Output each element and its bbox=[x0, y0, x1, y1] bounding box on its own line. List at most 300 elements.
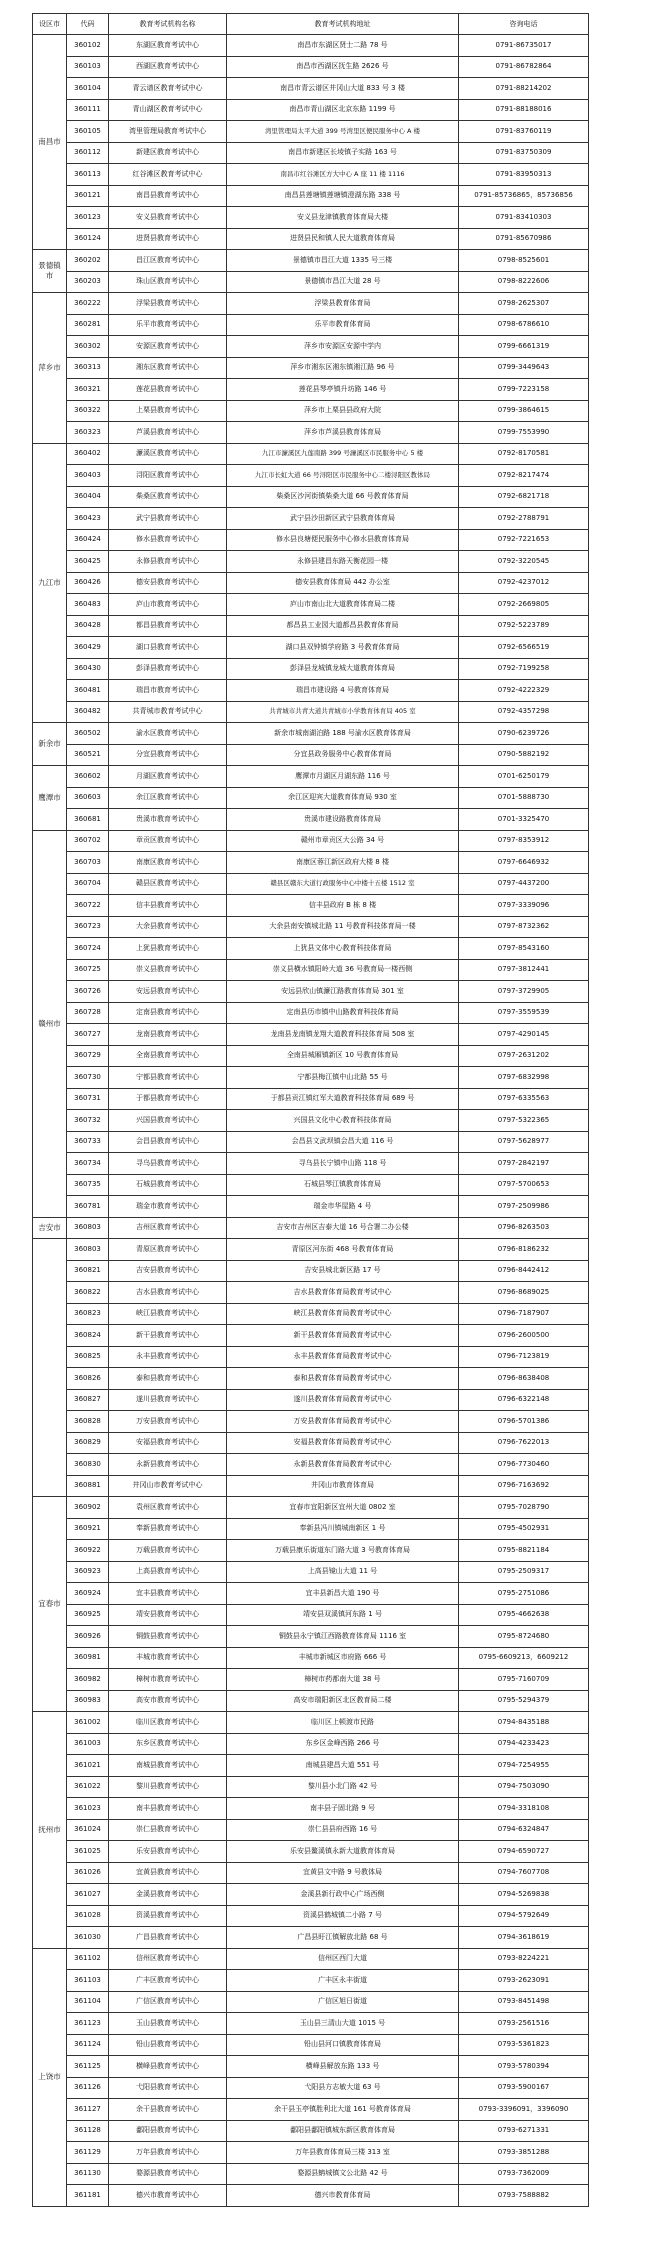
address-cell: 南昌市东湖区贤士二路 78 号 bbox=[227, 35, 459, 57]
address-cell: 安福县教育体育局教育考试中心 bbox=[227, 1432, 459, 1454]
phone-cell: 0796-8263503 bbox=[459, 1217, 589, 1239]
office-name-cell: 临川区教育考试中心 bbox=[109, 1712, 227, 1734]
table-row bbox=[33, 1604, 589, 1626]
code-cell: 360423 bbox=[67, 508, 109, 530]
table-row bbox=[33, 1970, 589, 1992]
code-cell: 360603 bbox=[67, 787, 109, 809]
address-cell: 吉安县城北新区路 17 号 bbox=[227, 1260, 459, 1282]
table-row bbox=[33, 637, 589, 659]
phone-cell: 0792-6821718 bbox=[459, 486, 589, 508]
phone-cell: 0792-6566519 bbox=[459, 637, 589, 659]
phone-cell: 0793-2561516 bbox=[459, 2013, 589, 2035]
code-cell: 361130 bbox=[67, 2163, 109, 2185]
code-cell: 360102 bbox=[67, 35, 109, 57]
phone-cell: 0791-83950313 bbox=[459, 164, 589, 186]
address-cell: 上高县镜山大道 11 号 bbox=[227, 1561, 459, 1583]
code-cell: 361181 bbox=[67, 2185, 109, 2207]
code-cell: 360823 bbox=[67, 1303, 109, 1325]
address-cell: 鄱阳县鄱阳镇城东新区教育体育局 bbox=[227, 2120, 459, 2142]
address-cell: 青原区河东街 468 号教育体育局 bbox=[227, 1239, 459, 1261]
code-cell: 361022 bbox=[67, 1776, 109, 1798]
address-cell: 龙南县龙南镇龙翔大道教育科技体育局 508 室 bbox=[227, 1024, 459, 1046]
office-name-cell: 新建区教育考试中心 bbox=[109, 142, 227, 164]
city-cell: 九江市 bbox=[33, 443, 67, 723]
office-name-cell: 分宜县教育考试中心 bbox=[109, 744, 227, 766]
office-name-cell: 铅山县教育考试中心 bbox=[109, 2034, 227, 2056]
code-cell: 360922 bbox=[67, 1540, 109, 1562]
table-row bbox=[33, 572, 589, 594]
phone-cell: 0793-5900167 bbox=[459, 2077, 589, 2099]
office-name-cell: 乐安县教育考试中心 bbox=[109, 1841, 227, 1863]
city-cell: 新余市 bbox=[33, 723, 67, 766]
phone-cell: 0793-8224221 bbox=[459, 1948, 589, 1970]
table-row bbox=[33, 99, 589, 121]
phone-cell: 0796-6322148 bbox=[459, 1389, 589, 1411]
office-name-cell: 柴桑区教育考试中心 bbox=[109, 486, 227, 508]
office-name-cell: 都昌县教育考试中心 bbox=[109, 615, 227, 637]
phone-cell: 0794-7254955 bbox=[459, 1755, 589, 1777]
phone-cell: 0796-7123819 bbox=[459, 1346, 589, 1368]
phone-cell: 0798-8222606 bbox=[459, 271, 589, 293]
code-cell: 361003 bbox=[67, 1733, 109, 1755]
table-row bbox=[33, 486, 589, 508]
office-name-cell: 广信区教育考试中心 bbox=[109, 1991, 227, 2013]
address-cell: 樟树市药都南大道 38 号 bbox=[227, 1669, 459, 1691]
table-row bbox=[33, 1905, 589, 1927]
office-name-cell: 广昌县教育考试中心 bbox=[109, 1927, 227, 1949]
office-name-cell: 袁州区教育考试中心 bbox=[109, 1497, 227, 1519]
phone-cell: 0795-4502931 bbox=[459, 1518, 589, 1540]
address-cell: 资溪县鹤城镇二小路 7 号 bbox=[227, 1905, 459, 1927]
table-row bbox=[33, 422, 589, 444]
table-row bbox=[33, 1217, 589, 1239]
address-cell: 余干县玉亭镇胜利北大道 161 号教育体育局 bbox=[227, 2099, 459, 2121]
code-cell: 360734 bbox=[67, 1153, 109, 1175]
table-row bbox=[33, 164, 589, 186]
office-name-cell: 南昌县教育考试中心 bbox=[109, 185, 227, 207]
code-cell: 360829 bbox=[67, 1432, 109, 1454]
office-name-cell: 德兴市教育考试中心 bbox=[109, 2185, 227, 2207]
table-row bbox=[33, 916, 589, 938]
address-cell: 金溪县新行政中心广场西侧 bbox=[227, 1884, 459, 1906]
office-name-cell: 遂川县教育考试中心 bbox=[109, 1389, 227, 1411]
code-cell: 360429 bbox=[67, 637, 109, 659]
phone-cell: 0791-85670986 bbox=[459, 228, 589, 250]
office-name-cell: 吉州区教育考试中心 bbox=[109, 1217, 227, 1239]
office-name-cell: 横峰县教育考试中心 bbox=[109, 2056, 227, 2078]
table-row bbox=[33, 594, 589, 616]
table-row bbox=[33, 1131, 589, 1153]
phone-cell: 0791-86782864 bbox=[459, 56, 589, 78]
office-name-cell: 崇仁县教育考试中心 bbox=[109, 1819, 227, 1841]
office-name-cell: 红谷滩区教育考试中心 bbox=[109, 164, 227, 186]
office-name-cell: 安义县教育考试中心 bbox=[109, 207, 227, 229]
table-row bbox=[33, 529, 589, 551]
code-cell: 360921 bbox=[67, 1518, 109, 1540]
table-row bbox=[33, 443, 589, 465]
code-cell: 360322 bbox=[67, 400, 109, 422]
address-cell: 吉安市吉州区吉泰大道 16 号合署二办公楼 bbox=[227, 1217, 459, 1239]
table-header-row bbox=[33, 14, 589, 35]
table-row bbox=[33, 1991, 589, 2013]
table-row bbox=[33, 2013, 589, 2035]
code-cell: 360502 bbox=[67, 723, 109, 745]
table-row bbox=[33, 723, 589, 745]
header-city: 设区市 bbox=[33, 14, 67, 35]
office-name-cell: 婺源县教育考试中心 bbox=[109, 2163, 227, 2185]
code-cell: 361127 bbox=[67, 2099, 109, 2121]
address-cell: 分宜县政务服务中心教育体育局 bbox=[227, 744, 459, 766]
table-row bbox=[33, 271, 589, 293]
code-cell: 360830 bbox=[67, 1454, 109, 1476]
code-cell: 360735 bbox=[67, 1174, 109, 1196]
city-cell: 抚州市 bbox=[33, 1712, 67, 1949]
phone-cell: 0797-4437200 bbox=[459, 873, 589, 895]
code-cell: 360824 bbox=[67, 1325, 109, 1347]
table-row bbox=[33, 1196, 589, 1218]
phone-cell: 0797-3339096 bbox=[459, 895, 589, 917]
office-name-cell: 湖口县教育考试中心 bbox=[109, 637, 227, 659]
code-cell: 361104 bbox=[67, 1991, 109, 2013]
address-cell: 安义县龙津镇教育体育局大楼 bbox=[227, 207, 459, 229]
table-row bbox=[33, 852, 589, 874]
office-name-cell: 兴国县教育考试中心 bbox=[109, 1110, 227, 1132]
office-name-cell: 奉新县教育考试中心 bbox=[109, 1518, 227, 1540]
code-cell: 361125 bbox=[67, 2056, 109, 2078]
table-row bbox=[33, 508, 589, 530]
address-cell: 新干县教育体育局教育考试中心 bbox=[227, 1325, 459, 1347]
phone-cell: 0793-7362009 bbox=[459, 2163, 589, 2185]
office-name-cell: 鄱阳县教育考试中心 bbox=[109, 2120, 227, 2142]
code-cell: 360123 bbox=[67, 207, 109, 229]
address-cell: 南昌市青云谱区井冈山大道 833 号 3 楼 bbox=[227, 78, 459, 100]
code-cell: 361025 bbox=[67, 1841, 109, 1863]
phone-cell: 0799-3449643 bbox=[459, 357, 589, 379]
code-cell: 360781 bbox=[67, 1196, 109, 1218]
code-cell: 360728 bbox=[67, 1002, 109, 1024]
exam-office-table bbox=[32, 13, 589, 2207]
table-row bbox=[33, 1282, 589, 1304]
table-row bbox=[33, 379, 589, 401]
address-cell: 萍乡市湘东区湘东镇湘江路 96 号 bbox=[227, 357, 459, 379]
office-name-cell: 青山湖区教育考试中心 bbox=[109, 99, 227, 121]
phone-cell: 0797-2842197 bbox=[459, 1153, 589, 1175]
phone-cell: 0797-3729905 bbox=[459, 981, 589, 1003]
office-name-cell: 芦溪县教育考试中心 bbox=[109, 422, 227, 444]
office-name-cell: 峡江县教育考试中心 bbox=[109, 1303, 227, 1325]
phone-cell: 0795-7160709 bbox=[459, 1669, 589, 1691]
phone-cell: 0794-5269838 bbox=[459, 1884, 589, 1906]
code-cell: 360302 bbox=[67, 336, 109, 358]
code-cell: 360981 bbox=[67, 1647, 109, 1669]
phone-cell: 0701-5888730 bbox=[459, 787, 589, 809]
table-row bbox=[33, 185, 589, 207]
table-row bbox=[33, 2120, 589, 2142]
phone-cell: 0797-6646932 bbox=[459, 852, 589, 874]
table-row bbox=[33, 1110, 589, 1132]
phone-cell: 0799-6661319 bbox=[459, 336, 589, 358]
address-cell: 德安县教育体育局 442 办公室 bbox=[227, 572, 459, 594]
table-row bbox=[33, 1088, 589, 1110]
table-row bbox=[33, 2034, 589, 2056]
phone-cell: 0792-5223789 bbox=[459, 615, 589, 637]
table-row bbox=[33, 1239, 589, 1261]
office-name-cell: 青云谱区教育考试中心 bbox=[109, 78, 227, 100]
table-row bbox=[33, 658, 589, 680]
office-name-cell: 黎川县教育考试中心 bbox=[109, 1776, 227, 1798]
table-row bbox=[33, 465, 589, 487]
office-name-cell: 赣县区教育考试中心 bbox=[109, 873, 227, 895]
phone-cell: 0794-6590727 bbox=[459, 1841, 589, 1863]
table-row bbox=[33, 1174, 589, 1196]
office-name-cell: 瑞昌市教育考试中心 bbox=[109, 680, 227, 702]
code-cell: 361126 bbox=[67, 2077, 109, 2099]
phone-cell: 0799-3864615 bbox=[459, 400, 589, 422]
address-cell: 余江区迎宾大道教育体育局 930 室 bbox=[227, 787, 459, 809]
city-cell: 萍乡市 bbox=[33, 293, 67, 444]
table-row bbox=[33, 228, 589, 250]
table-row bbox=[33, 1475, 589, 1497]
phone-cell: 0791-83410303 bbox=[459, 207, 589, 229]
phone-cell: 0796-8689025 bbox=[459, 1282, 589, 1304]
phone-cell: 0794-6324847 bbox=[459, 1819, 589, 1841]
table-row bbox=[33, 1432, 589, 1454]
phone-cell: 0797-2509986 bbox=[459, 1196, 589, 1218]
table-row bbox=[33, 1389, 589, 1411]
address-cell: 靖安县双溪镇河东路 1 号 bbox=[227, 1604, 459, 1626]
code-cell: 360803 bbox=[67, 1217, 109, 1239]
address-cell: 广丰区永丰街道 bbox=[227, 1970, 459, 1992]
phone-cell: 0796-7622013 bbox=[459, 1432, 589, 1454]
address-cell: 湾里管理局太平大道 399 号湾里区便民服务中心 A 楼 bbox=[227, 121, 459, 143]
address-cell: 丰城市新城区市府路 666 号 bbox=[227, 1647, 459, 1669]
office-name-cell: 昌江区教育考试中心 bbox=[109, 250, 227, 272]
phone-cell: 0791-88188016 bbox=[459, 99, 589, 121]
phone-cell: 0797-8543160 bbox=[459, 938, 589, 960]
phone-cell: 0793-6271331 bbox=[459, 2120, 589, 2142]
office-name-cell: 龙南县教育考试中心 bbox=[109, 1024, 227, 1046]
office-name-cell: 樟树市教育考试中心 bbox=[109, 1669, 227, 1691]
phone-cell: 0799-7553990 bbox=[459, 422, 589, 444]
code-cell: 360222 bbox=[67, 293, 109, 315]
address-cell: 永修县建昌东路天衡花园一楼 bbox=[227, 551, 459, 573]
office-name-cell: 广丰区教育考试中心 bbox=[109, 1970, 227, 1992]
table-row bbox=[33, 78, 589, 100]
phone-cell: 0791-83750309 bbox=[459, 142, 589, 164]
address-cell: 横峰县解放东路 133 号 bbox=[227, 2056, 459, 2078]
code-cell: 360521 bbox=[67, 744, 109, 766]
table-row bbox=[33, 895, 589, 917]
office-name-cell: 信丰县教育考试中心 bbox=[109, 895, 227, 917]
code-cell: 360103 bbox=[67, 56, 109, 78]
code-cell: 360982 bbox=[67, 1669, 109, 1691]
table-row bbox=[33, 2142, 589, 2164]
table-row bbox=[33, 1024, 589, 1046]
address-cell: 遂川县教育体育局教育考试中心 bbox=[227, 1389, 459, 1411]
code-cell: 360821 bbox=[67, 1260, 109, 1282]
city-cell: 赣州市 bbox=[33, 830, 67, 1217]
address-cell: 南昌市青山湖区北京东路 1199 号 bbox=[227, 99, 459, 121]
table-row bbox=[33, 400, 589, 422]
address-cell: 崇仁县县府西路 16 号 bbox=[227, 1819, 459, 1841]
phone-cell: 0793-3851288 bbox=[459, 2142, 589, 2164]
table-row bbox=[33, 2099, 589, 2121]
phone-cell: 0798-8525601 bbox=[459, 250, 589, 272]
table-row bbox=[33, 1561, 589, 1583]
phone-cell: 0793-5361823 bbox=[459, 2034, 589, 2056]
phone-cell: 0797-5322365 bbox=[459, 1110, 589, 1132]
address-cell: 宜黄县文中路 9 号教体局 bbox=[227, 1862, 459, 1884]
office-name-cell: 安源区教育考试中心 bbox=[109, 336, 227, 358]
address-cell: 萍乡市上栗县县政府大院 bbox=[227, 400, 459, 422]
office-name-cell: 贵溪市教育考试中心 bbox=[109, 809, 227, 831]
table-row bbox=[33, 1712, 589, 1734]
office-name-cell: 瑞金市教育考试中心 bbox=[109, 1196, 227, 1218]
office-name-cell: 湘东区教育考试中心 bbox=[109, 357, 227, 379]
office-name-cell: 全南县教育考试中心 bbox=[109, 1045, 227, 1067]
phone-cell: 0795-6609213，6609212 bbox=[459, 1647, 589, 1669]
phone-cell: 0797-2631202 bbox=[459, 1045, 589, 1067]
address-cell: 赣县区赣东大道行政服务中心中楼十五楼 1512 室 bbox=[227, 873, 459, 895]
code-cell: 360105 bbox=[67, 121, 109, 143]
office-name-cell: 新干县教育考试中心 bbox=[109, 1325, 227, 1347]
office-name-cell: 宜丰县教育考试中心 bbox=[109, 1583, 227, 1605]
city-cell: 景德镇市 bbox=[33, 250, 67, 293]
office-name-cell: 吉水县教育考试中心 bbox=[109, 1282, 227, 1304]
code-cell: 360725 bbox=[67, 959, 109, 981]
table-row bbox=[33, 1497, 589, 1519]
code-cell: 360313 bbox=[67, 357, 109, 379]
address-cell: 萍乡市安源区安源中学内 bbox=[227, 336, 459, 358]
address-cell: 万载县康乐街道东门路大道 3 号教育体育局 bbox=[227, 1540, 459, 1562]
table-row bbox=[33, 2056, 589, 2078]
table-row bbox=[33, 1948, 589, 1970]
table-row bbox=[33, 293, 589, 315]
address-cell: 全南县城厢镇新区 10 号教育体育局 bbox=[227, 1045, 459, 1067]
phone-cell: 0797-8353912 bbox=[459, 830, 589, 852]
office-name-cell: 濂溪区教育考试中心 bbox=[109, 443, 227, 465]
phone-cell: 0797-5628977 bbox=[459, 1131, 589, 1153]
code-cell: 360111 bbox=[67, 99, 109, 121]
office-name-cell: 共青城市教育考试中心 bbox=[109, 701, 227, 723]
address-cell: 九江市长虹大道 66 号浔阳区市民服务中心二楼浔阳区教体局 bbox=[227, 465, 459, 487]
table-row bbox=[33, 1540, 589, 1562]
code-cell: 360731 bbox=[67, 1088, 109, 1110]
office-name-cell: 万载县教育考试中心 bbox=[109, 1540, 227, 1562]
address-cell: 黎川县小北门路 42 号 bbox=[227, 1776, 459, 1798]
table-row bbox=[33, 1798, 589, 1820]
table-row bbox=[33, 142, 589, 164]
city-cell bbox=[33, 1239, 67, 1497]
table-row bbox=[33, 873, 589, 895]
table-row bbox=[33, 1303, 589, 1325]
address-cell: 景德镇市昌江大道 1335 号三楼 bbox=[227, 250, 459, 272]
phone-cell: 0797-4290145 bbox=[459, 1024, 589, 1046]
address-cell: 鹰潭市月湖区月湖东路 116 号 bbox=[227, 766, 459, 788]
address-cell: 崇义县横水镇阳岭大道 36 号教育局一楼西侧 bbox=[227, 959, 459, 981]
city-cell: 鹰潭市 bbox=[33, 766, 67, 831]
office-name-cell: 铜鼓县教育考试中心 bbox=[109, 1626, 227, 1648]
city-cell: 宜春市 bbox=[33, 1497, 67, 1712]
table-row bbox=[33, 1862, 589, 1884]
address-cell: 于都县贡江镇红军大道教育科技体育局 689 号 bbox=[227, 1088, 459, 1110]
phone-cell: 0792-2788791 bbox=[459, 508, 589, 530]
address-cell: 彭泽县龙城镇龙城大道教育体育局 bbox=[227, 658, 459, 680]
phone-cell: 0792-7221653 bbox=[459, 529, 589, 551]
address-cell: 南昌市西湖区抚生路 2626 号 bbox=[227, 56, 459, 78]
office-name-cell: 德安县教育考试中心 bbox=[109, 572, 227, 594]
table-row bbox=[33, 938, 589, 960]
code-cell: 361129 bbox=[67, 2142, 109, 2164]
code-cell: 360924 bbox=[67, 1583, 109, 1605]
phone-cell: 0795-4662638 bbox=[459, 1604, 589, 1626]
phone-cell: 0791-83760119 bbox=[459, 121, 589, 143]
office-name-cell: 渝水区教育考试中心 bbox=[109, 723, 227, 745]
code-cell: 360482 bbox=[67, 701, 109, 723]
phone-cell: 0799-7223158 bbox=[459, 379, 589, 401]
address-cell: 都昌县工业园大道都昌县教育体育局 bbox=[227, 615, 459, 637]
table-row bbox=[33, 680, 589, 702]
phone-cell: 0794-3618619 bbox=[459, 1927, 589, 1949]
phone-cell: 0796-5701386 bbox=[459, 1411, 589, 1433]
office-name-cell: 于都县教育考试中心 bbox=[109, 1088, 227, 1110]
table-row bbox=[33, 1776, 589, 1798]
code-cell: 361024 bbox=[67, 1819, 109, 1841]
office-name-cell: 余干县教育考试中心 bbox=[109, 2099, 227, 2121]
office-name-cell: 月湖区教育考试中心 bbox=[109, 766, 227, 788]
address-cell: 临川区上顿渡市民路 bbox=[227, 1712, 459, 1734]
phone-cell: 0701-6250179 bbox=[459, 766, 589, 788]
code-cell: 360428 bbox=[67, 615, 109, 637]
address-cell: 武宁县沙田新区武宁县教育体育局 bbox=[227, 508, 459, 530]
address-cell: 永丰县教育体育局教育考试中心 bbox=[227, 1346, 459, 1368]
address-cell: 吉水县教育体育局教育考试中心 bbox=[227, 1282, 459, 1304]
office-name-cell: 丰城市教育考试中心 bbox=[109, 1647, 227, 1669]
office-name-cell: 井冈山市教育考试中心 bbox=[109, 1475, 227, 1497]
address-cell: 会昌县文武坝镇会昌大道 116 号 bbox=[227, 1131, 459, 1153]
office-name-cell: 靖安县教育考试中心 bbox=[109, 1604, 227, 1626]
office-name-cell: 南康区教育考试中心 bbox=[109, 852, 227, 874]
table-row bbox=[33, 1841, 589, 1863]
office-name-cell: 资溪县教育考试中心 bbox=[109, 1905, 227, 1927]
office-name-cell: 高安市教育考试中心 bbox=[109, 1690, 227, 1712]
address-cell: 景德镇市昌江大道 28 号 bbox=[227, 271, 459, 293]
code-cell: 361028 bbox=[67, 1905, 109, 1927]
phone-cell: 0797-6832998 bbox=[459, 1067, 589, 1089]
phone-cell: 0794-7503090 bbox=[459, 1776, 589, 1798]
header-office-name: 教育考试机构名称 bbox=[109, 14, 227, 35]
office-name-cell: 宜黄县教育考试中心 bbox=[109, 1862, 227, 1884]
table-row bbox=[33, 1346, 589, 1368]
table-row bbox=[33, 35, 589, 57]
phone-cell: 0795-2509317 bbox=[459, 1561, 589, 1583]
office-name-cell: 莲花县教育考试中心 bbox=[109, 379, 227, 401]
address-cell: 共青城市共青大道共青城市小学教育体育局 405 室 bbox=[227, 701, 459, 723]
office-name-cell: 定南县教育考试中心 bbox=[109, 1002, 227, 1024]
table-row bbox=[33, 1260, 589, 1282]
address-cell: 寻乌县长宁镇中山路 118 号 bbox=[227, 1153, 459, 1175]
phone-cell: 0793-3396091，3396090 bbox=[459, 2099, 589, 2121]
phone-cell: 0791-86735017 bbox=[459, 35, 589, 57]
address-cell: 玉山县三清山大道 1015 号 bbox=[227, 2013, 459, 2035]
address-cell: 宜丰县新昌大道 190 号 bbox=[227, 1583, 459, 1605]
phone-cell: 0796-2600500 bbox=[459, 1325, 589, 1347]
code-cell: 360826 bbox=[67, 1368, 109, 1390]
address-cell: 贵溪市建设路教育体育局 bbox=[227, 809, 459, 831]
table-row bbox=[33, 615, 589, 637]
address-cell: 万安县教育体育局教育考试中心 bbox=[227, 1411, 459, 1433]
office-name-cell: 永丰县教育考试中心 bbox=[109, 1346, 227, 1368]
